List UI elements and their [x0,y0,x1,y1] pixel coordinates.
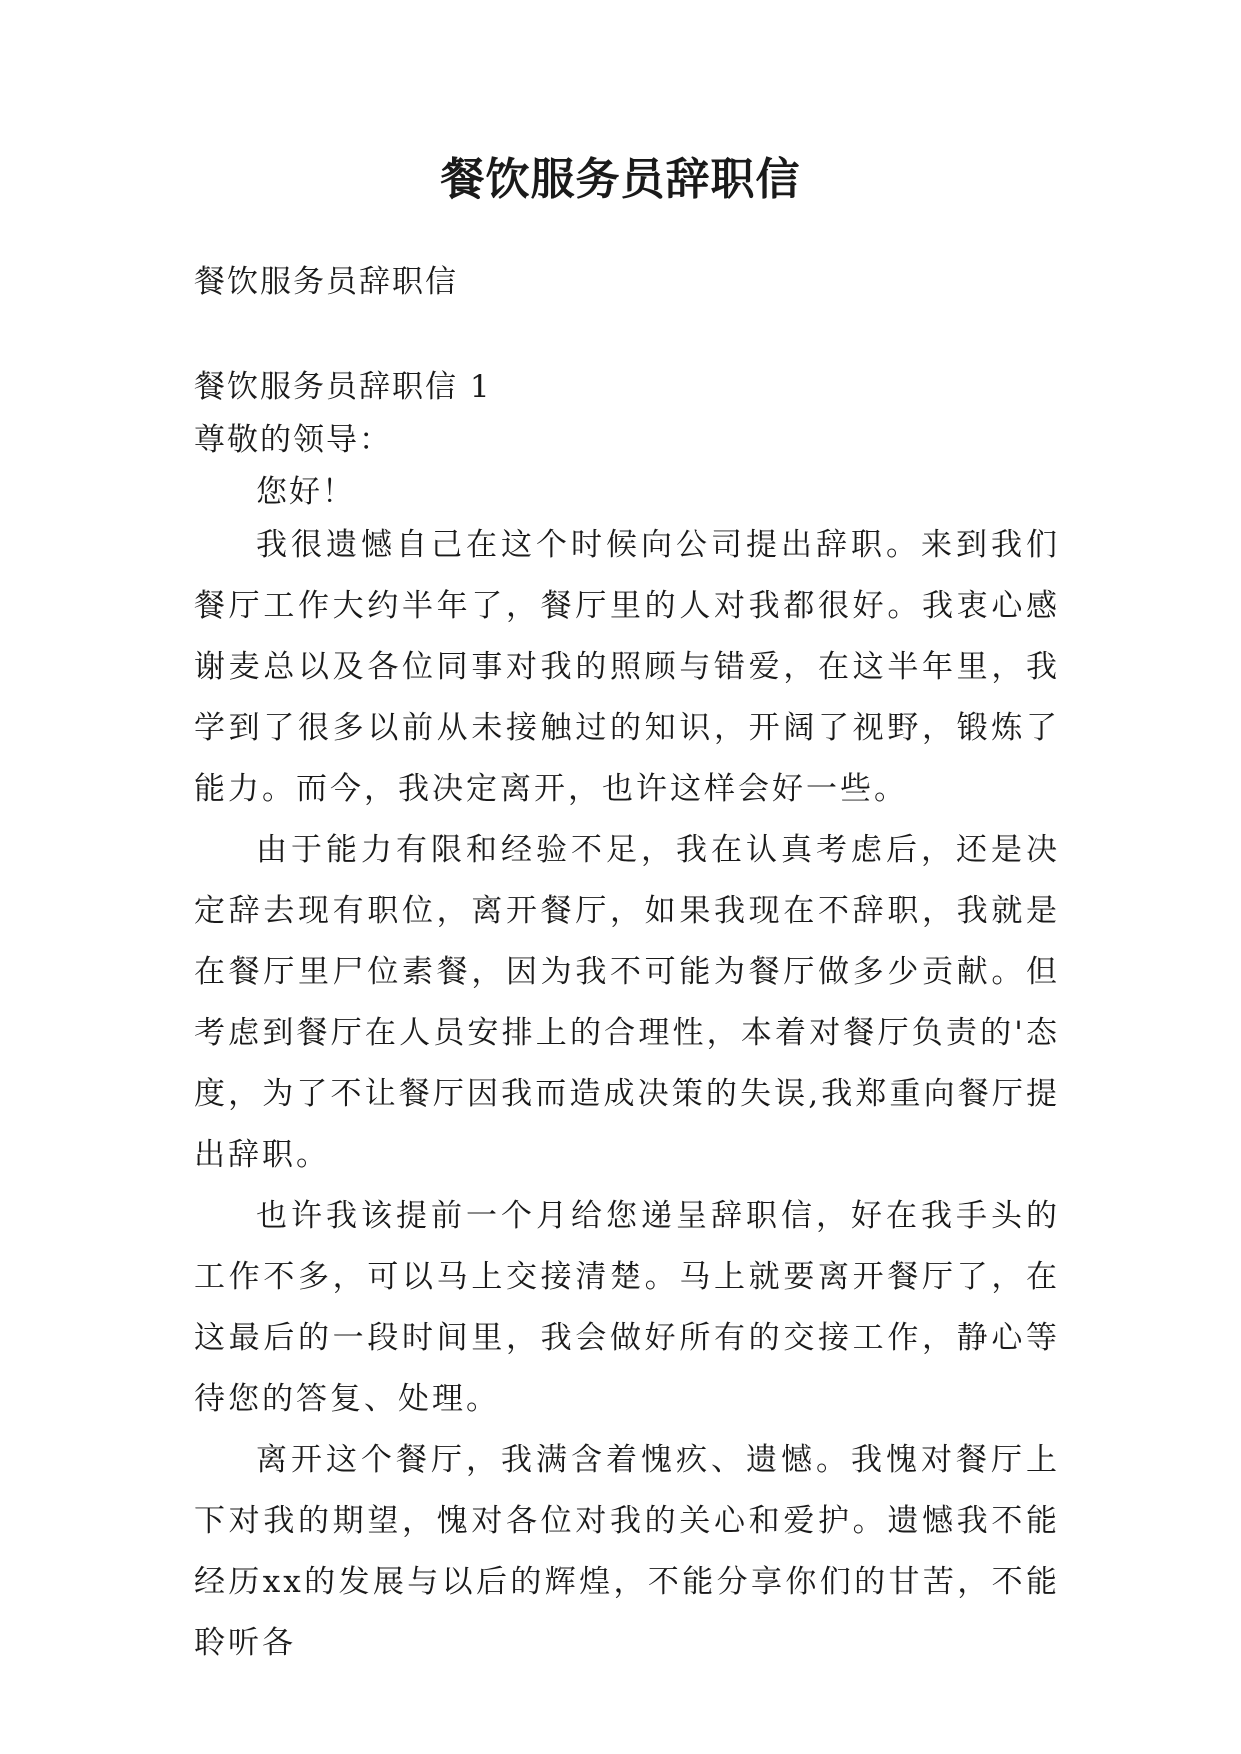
body-paragraph: 我很遗憾自己在这个时候向公司提出辞职。来到我们餐厅工作大约半年了，餐厅里的人对我都很好。我衷心感谢麦总以及各位同事对我的照顾与错爱，在这半年里，我学到了很多以前从未接触过的知识，开阔了视野，锻炼了能力。而今，我决定离开，也许这样会好一些。 [194,527,1060,807]
section-heading: 餐饮服务员辞职信 1 [194,369,492,405]
salutation: 尊敬的领导： [194,422,392,458]
body-paragraph: 离开这个餐厅，我满含着愧疚、遗憾。我愧对餐厅上下对我的期望，愧对各位对我的关心和爱护。遗憾我不能经历xx的发展与以后的辉煌，不能分享你们的甘苦，不能聆听各 [194,1442,1060,1661]
letter-body [194,515,1060,1674]
document-subtitle: 餐饮服务员辞职信 [194,264,458,300]
greeting: 您好！ [256,474,355,510]
body-paragraph: 由于能力有限和经验不足，我在认真考虑后，还是决定辞去现有职位，离开餐厅，如果我现在不辞职，我就是在餐厅里尸位素餐，因为我不可能为餐厅做多少贡献。但考虑到餐厅在人员安排上的合理性，本着对餐厅负责的'态度，为了不让餐厅因我而造成决策的失误,我郑重向餐厅提出辞职。 [194,832,1060,1173]
document-title: 餐饮服务员辞职信 [440,154,801,205]
body-paragraph: 也许我该提前一个月给您递呈辞职信，好在我手头的工作不多，可以马上交接清楚。马上就要离开餐厅了，在这最后的一段时间里，我会做好所有的交接工作，静心等待您的答复、处理。 [194,1198,1060,1417]
